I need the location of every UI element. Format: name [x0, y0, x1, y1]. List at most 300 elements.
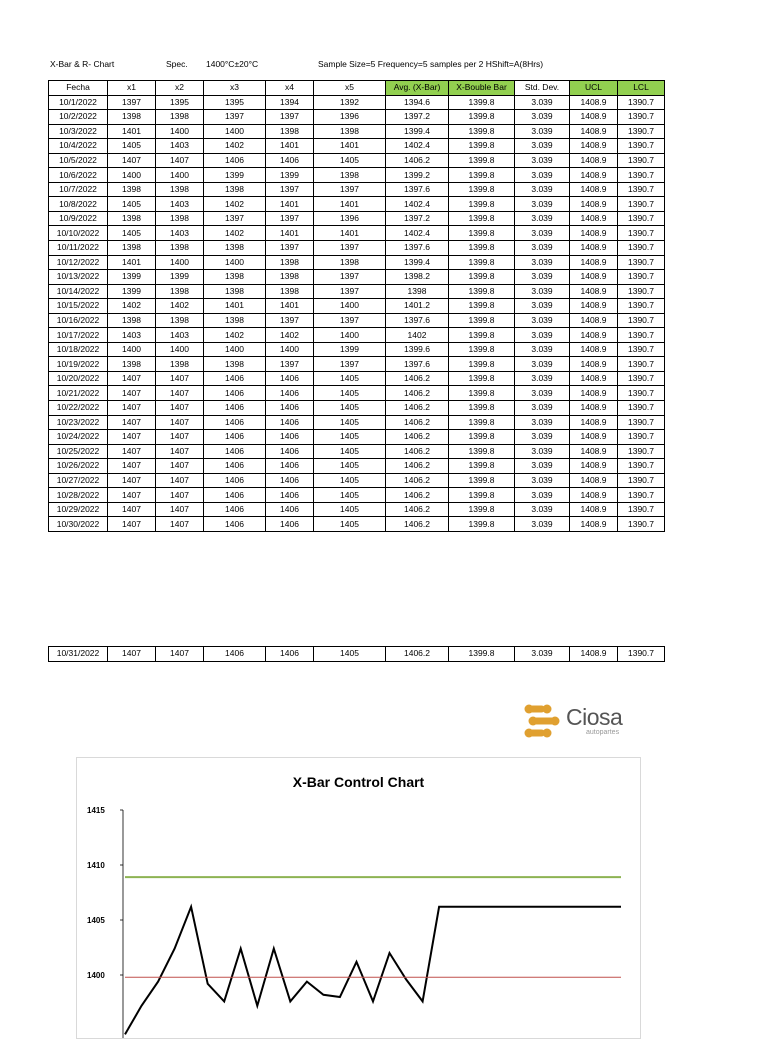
- table-cell: 1405: [314, 386, 386, 401]
- table-cell: 1402.4: [386, 226, 449, 241]
- table-cell: 1402: [204, 139, 266, 154]
- table-cell: 1408.9: [570, 647, 618, 662]
- table-cell: 1406: [266, 473, 314, 488]
- table-cell: 1399.8: [449, 328, 515, 343]
- table-cell: 3.039: [515, 401, 570, 416]
- table-cell: 1394.6: [386, 95, 449, 110]
- table-cell: 1406: [204, 153, 266, 168]
- table-cell: 1406: [266, 647, 314, 662]
- table-cell: 1399.8: [449, 647, 515, 662]
- table-cell: 1399.8: [449, 241, 515, 256]
- table-cell: 1399: [108, 270, 156, 285]
- table-cell: 1407: [156, 488, 204, 503]
- table-cell: 10/5/2022: [49, 153, 108, 168]
- table-cell: 1408.9: [570, 197, 618, 212]
- table-cell: 10/19/2022: [49, 357, 108, 372]
- table-cell: 1408.9: [570, 299, 618, 314]
- table-cell: 1402: [204, 328, 266, 343]
- table-cell: 1405: [314, 153, 386, 168]
- table-cell: 1399.8: [449, 401, 515, 416]
- table-cell: 10/29/2022: [49, 502, 108, 517]
- table-row: [49, 139, 665, 154]
- table-cell: 1407: [108, 647, 156, 662]
- table-cell: 1399.8: [449, 415, 515, 430]
- table-cell: 1408.9: [570, 168, 618, 183]
- table-cell: 1408.9: [570, 430, 618, 445]
- table-cell: 3.039: [515, 255, 570, 270]
- table-cell: 1399: [266, 168, 314, 183]
- header-row: [49, 81, 665, 96]
- table-cell: 1406: [204, 517, 266, 532]
- table-cell: 1399.8: [449, 517, 515, 532]
- table-cell: 1397: [314, 241, 386, 256]
- table-cell: 3.039: [515, 415, 570, 430]
- sheet-title: X-Bar & R- Chart: [50, 59, 115, 69]
- table-row: [49, 182, 665, 197]
- table-cell: 1400: [156, 168, 204, 183]
- table-cell: 1406: [204, 473, 266, 488]
- table-cell: 3.039: [515, 211, 570, 226]
- table-cell: 1406: [204, 459, 266, 474]
- table-cell: 1398: [156, 357, 204, 372]
- table-cell: 1394: [266, 95, 314, 110]
- table-cell: 1406.2: [386, 430, 449, 445]
- table-cell: 1390.7: [618, 342, 665, 357]
- table-cell: 1408.9: [570, 241, 618, 256]
- table-cell: 1396: [314, 110, 386, 125]
- table-cell: 1402.4: [386, 139, 449, 154]
- table-cell: 1406: [204, 415, 266, 430]
- table-cell: 1399: [108, 284, 156, 299]
- table-row: [49, 473, 665, 488]
- table-cell: 1399.8: [449, 357, 515, 372]
- table-cell: 1397.6: [386, 241, 449, 256]
- table-cell: 1401: [314, 139, 386, 154]
- table-cell: 3.039: [515, 488, 570, 503]
- table-cell: 1398: [204, 182, 266, 197]
- table-cell: 1399.8: [449, 444, 515, 459]
- table-cell: 1408.9: [570, 401, 618, 416]
- table-cell: 1406.2: [386, 386, 449, 401]
- table-cell: 1400: [156, 342, 204, 357]
- table-cell: 1390.7: [618, 386, 665, 401]
- table-cell: 1405: [314, 517, 386, 532]
- table-cell: 1407: [108, 473, 156, 488]
- table-cell: 3.039: [515, 371, 570, 386]
- table-cell: 1400: [314, 299, 386, 314]
- column-header: Fecha: [49, 81, 108, 96]
- table-cell: 1398: [266, 255, 314, 270]
- table-cell: 1397.6: [386, 313, 449, 328]
- table-cell: 1407: [108, 488, 156, 503]
- table-cell: 1398: [108, 241, 156, 256]
- table-row: [49, 95, 665, 110]
- table-cell: 1399.2: [386, 168, 449, 183]
- table-cell: 1390.7: [618, 110, 665, 125]
- table-cell: 1398: [314, 124, 386, 139]
- table-cell: 1406.2: [386, 444, 449, 459]
- table-cell: 1399.8: [449, 342, 515, 357]
- table-cell: 1397: [314, 284, 386, 299]
- table-cell: 1399.8: [449, 430, 515, 445]
- table-cell: 1400: [204, 342, 266, 357]
- table-cell: 1397: [204, 211, 266, 226]
- table-cell: 1396: [314, 211, 386, 226]
- table-cell: 3.039: [515, 299, 570, 314]
- column-header: x4: [266, 81, 314, 96]
- table-cell: 3.039: [515, 241, 570, 256]
- table-cell: 1390.7: [618, 371, 665, 386]
- table-cell: 1406: [204, 371, 266, 386]
- chart-title: X-Bar Control Chart: [292, 774, 425, 790]
- table-row: [49, 255, 665, 270]
- table-cell: 1407: [156, 444, 204, 459]
- table-cell: 1390.7: [618, 95, 665, 110]
- table-row: [49, 110, 665, 125]
- table-cell: 1402: [386, 328, 449, 343]
- table-cell: 10/23/2022: [49, 415, 108, 430]
- table-cell: 1390.7: [618, 211, 665, 226]
- table-cell: 1408.9: [570, 488, 618, 503]
- table-cell: 1408.9: [570, 284, 618, 299]
- chart-plot: [77, 758, 640, 1038]
- table-cell: 1408.9: [570, 459, 618, 474]
- table-cell: 1400: [314, 328, 386, 343]
- table-cell: 1406: [266, 444, 314, 459]
- table-cell: 1398: [108, 211, 156, 226]
- table-cell: 1408.9: [570, 182, 618, 197]
- table-cell: 1408.9: [570, 328, 618, 343]
- table-cell: 3.039: [515, 153, 570, 168]
- table-cell: 1403: [156, 328, 204, 343]
- table-cell: 1402: [156, 299, 204, 314]
- table-cell: 1403: [156, 226, 204, 241]
- table-cell: 10/9/2022: [49, 211, 108, 226]
- table-cell: 1402: [108, 299, 156, 314]
- table-cell: 1390.7: [618, 168, 665, 183]
- table-cell: 3.039: [515, 357, 570, 372]
- table-cell: 1398: [108, 357, 156, 372]
- table-cell: 3.039: [515, 502, 570, 517]
- table-cell: 1399: [314, 342, 386, 357]
- logo-subtitle: autopartes: [586, 729, 620, 736]
- table-cell: 1402: [266, 328, 314, 343]
- table-cell: 3.039: [515, 226, 570, 241]
- table-cell: 1400: [156, 124, 204, 139]
- table-cell: 1398: [204, 284, 266, 299]
- table-cell: 1400: [266, 342, 314, 357]
- table-cell: 10/15/2022: [49, 299, 108, 314]
- table-cell: 1405: [314, 430, 386, 445]
- table-cell: 1407: [156, 386, 204, 401]
- table-row: [49, 401, 665, 416]
- table-cell: 1408.9: [570, 255, 618, 270]
- logo-name: Ciosa: [566, 704, 623, 730]
- table-cell: 10/12/2022: [49, 255, 108, 270]
- table-cell: 1398: [386, 284, 449, 299]
- table-cell: 1401: [266, 299, 314, 314]
- table-cell: 1407: [108, 517, 156, 532]
- table-cell: 1407: [156, 517, 204, 532]
- table-cell: 10/26/2022: [49, 459, 108, 474]
- table-cell: 1390.7: [618, 153, 665, 168]
- table-cell: 1406.2: [386, 488, 449, 503]
- table-cell: 1397: [266, 110, 314, 125]
- column-header: UCL: [570, 81, 618, 96]
- table-cell: 1407: [108, 430, 156, 445]
- table-cell: 1398: [314, 255, 386, 270]
- table-cell: 1398: [156, 211, 204, 226]
- table-cell: 1408.9: [570, 139, 618, 154]
- table-cell: 1390.7: [618, 139, 665, 154]
- table-cell: 1406.2: [386, 371, 449, 386]
- table-cell: 1397.2: [386, 110, 449, 125]
- table-cell: 1398: [156, 313, 204, 328]
- table-row: [49, 502, 665, 517]
- y-tick-label: 1415: [87, 806, 105, 815]
- table-cell: 10/20/2022: [49, 371, 108, 386]
- table-cell: 1405: [314, 401, 386, 416]
- table-row: [49, 386, 665, 401]
- table-cell: 3.039: [515, 95, 570, 110]
- table-cell: 1390.7: [618, 473, 665, 488]
- table-cell: 1395: [204, 95, 266, 110]
- table-row: [49, 197, 665, 212]
- table-cell: 1406.2: [386, 153, 449, 168]
- table-cell: 1390.7: [618, 517, 665, 532]
- table-cell: 10/25/2022: [49, 444, 108, 459]
- table-cell: 3.039: [515, 197, 570, 212]
- table-cell: 10/14/2022: [49, 284, 108, 299]
- table-cell: 1390.7: [618, 270, 665, 285]
- table-cell: 1399.8: [449, 284, 515, 299]
- table-cell: 10/17/2022: [49, 328, 108, 343]
- spec-label: Spec.: [166, 59, 188, 69]
- table-cell: 1400: [204, 124, 266, 139]
- table-cell: 1397.6: [386, 182, 449, 197]
- table-cell: 10/24/2022: [49, 430, 108, 445]
- table-cell: 1390.7: [618, 313, 665, 328]
- y-tick-label: 1405: [87, 916, 105, 925]
- table-cell: 1398: [156, 182, 204, 197]
- table-cell: 1401.2: [386, 299, 449, 314]
- table-cell: 1407: [108, 371, 156, 386]
- table-cell: 1403: [156, 139, 204, 154]
- table-cell: 1402: [204, 197, 266, 212]
- table-cell: 10/30/2022: [49, 517, 108, 532]
- table-cell: 1405: [314, 647, 386, 662]
- column-header: Std. Dev.: [515, 81, 570, 96]
- table-cell: 1405: [108, 197, 156, 212]
- table-cell: 1407: [156, 502, 204, 517]
- table-cell: 10/1/2022: [49, 95, 108, 110]
- table-cell: 1399.8: [449, 459, 515, 474]
- table-cell: 1390.7: [618, 647, 665, 662]
- table-cell: 1406: [204, 386, 266, 401]
- table-cell: 1406.2: [386, 647, 449, 662]
- table-row: [49, 415, 665, 430]
- table-cell: 3.039: [515, 182, 570, 197]
- table-cell: 1390.7: [618, 124, 665, 139]
- table-cell: 3.039: [515, 473, 570, 488]
- table-cell: 1390.7: [618, 415, 665, 430]
- table-cell: 3.039: [515, 110, 570, 125]
- table-cell: 1408.9: [570, 153, 618, 168]
- table-cell: 1406: [266, 371, 314, 386]
- table-cell: 1390.7: [618, 430, 665, 445]
- table-cell: 10/27/2022: [49, 473, 108, 488]
- table-cell: 1406.2: [386, 517, 449, 532]
- table-cell: 1407: [108, 386, 156, 401]
- table-cell: 1400: [108, 168, 156, 183]
- table-cell: 1405: [314, 415, 386, 430]
- table-cell: 1407: [108, 502, 156, 517]
- table-cell: 1406: [204, 444, 266, 459]
- table-cell: 3.039: [515, 284, 570, 299]
- table-row: [49, 226, 665, 241]
- table-cell: 1405: [108, 139, 156, 154]
- table-cell: 1407: [156, 430, 204, 445]
- table-cell: 1401: [314, 197, 386, 212]
- table-cell: 1407: [108, 444, 156, 459]
- table-cell: 1399.8: [449, 255, 515, 270]
- table-cell: 1408.9: [570, 444, 618, 459]
- table-cell: 1399.4: [386, 255, 449, 270]
- table-cell: 3.039: [515, 124, 570, 139]
- table-cell: 1406: [266, 459, 314, 474]
- table-cell: 1390.7: [618, 401, 665, 416]
- table-cell: 1405: [314, 371, 386, 386]
- table-cell: 1397: [204, 110, 266, 125]
- table-row: [49, 430, 665, 445]
- table-cell: 1406.2: [386, 502, 449, 517]
- table-cell: 1397.2: [386, 211, 449, 226]
- table-cell: 1399.8: [449, 386, 515, 401]
- table-cell: 1408.9: [570, 371, 618, 386]
- table-cell: 1408.9: [570, 473, 618, 488]
- table-row: [49, 488, 665, 503]
- table-cell: 1398: [204, 270, 266, 285]
- table-cell: 1403: [156, 197, 204, 212]
- table-cell: 10/2/2022: [49, 110, 108, 125]
- table-cell: 1408.9: [570, 211, 618, 226]
- table-cell: 1390.7: [618, 241, 665, 256]
- table-cell: 1399.8: [449, 124, 515, 139]
- table-row: [49, 270, 665, 285]
- table-cell: 1390.7: [618, 182, 665, 197]
- table-cell: 1390.7: [618, 357, 665, 372]
- table-cell: 1407: [156, 415, 204, 430]
- table-cell: 1407: [108, 153, 156, 168]
- table-cell: 10/28/2022: [49, 488, 108, 503]
- table-cell: 1390.7: [618, 444, 665, 459]
- table-row: [49, 444, 665, 459]
- table-cell: 1406: [266, 488, 314, 503]
- table-cell: 10/7/2022: [49, 182, 108, 197]
- table-cell: 1398: [266, 284, 314, 299]
- table-cell: 1407: [156, 371, 204, 386]
- table-cell: 3.039: [515, 313, 570, 328]
- table-cell: 1398: [156, 110, 204, 125]
- table-cell: 1406: [266, 153, 314, 168]
- table-cell: 1401: [266, 226, 314, 241]
- table-cell: 1399.4: [386, 124, 449, 139]
- table-cell: 1407: [156, 647, 204, 662]
- table-cell: 1406: [204, 401, 266, 416]
- y-tick-label: 1410: [87, 861, 105, 870]
- table-cell: 10/11/2022: [49, 241, 108, 256]
- table-cell: 1390.7: [618, 488, 665, 503]
- table-cell: 1400: [156, 255, 204, 270]
- table-cell: 1397: [266, 211, 314, 226]
- table-cell: 10/10/2022: [49, 226, 108, 241]
- table-cell: 1397: [266, 182, 314, 197]
- table-cell: 1398: [108, 313, 156, 328]
- table-cell: 10/21/2022: [49, 386, 108, 401]
- column-header: x3: [204, 81, 266, 96]
- table-row: [49, 371, 665, 386]
- table-cell: 1390.7: [618, 226, 665, 241]
- table-row: [49, 168, 665, 183]
- table-cell: 3.039: [515, 270, 570, 285]
- table-cell: 1392: [314, 95, 386, 110]
- table-cell: 1401: [108, 255, 156, 270]
- table-cell: 1399.8: [449, 270, 515, 285]
- table-cell: 1400: [204, 255, 266, 270]
- table-cell: 1399.8: [449, 371, 515, 386]
- column-header: LCL: [618, 81, 665, 96]
- table-cell: 1406: [204, 502, 266, 517]
- table-cell: 3.039: [515, 430, 570, 445]
- table-cell: 1397: [314, 270, 386, 285]
- table-cell: 3.039: [515, 647, 570, 662]
- table-cell: 1397.6: [386, 357, 449, 372]
- table-row: [49, 313, 665, 328]
- table-cell: 1399.8: [449, 226, 515, 241]
- table-cell: 1399.8: [449, 139, 515, 154]
- table-cell: 1399.8: [449, 473, 515, 488]
- table-cell: 1408.9: [570, 502, 618, 517]
- table-cell: 1406: [266, 386, 314, 401]
- table-cell: 1397: [266, 357, 314, 372]
- table-row: [49, 517, 665, 532]
- table-cell: 1406.2: [386, 415, 449, 430]
- table-cell: 1397: [314, 182, 386, 197]
- table-cell: 1405: [314, 444, 386, 459]
- column-header: x5: [314, 81, 386, 96]
- sample-info: Sample Size=5 Frequency=5 samples per 2 HShift=A(8Hrs): [318, 59, 544, 69]
- table-cell: 1408.9: [570, 313, 618, 328]
- table-cell: 1395: [156, 95, 204, 110]
- table-cell: 1399.8: [449, 488, 515, 503]
- table-cell: 3.039: [515, 328, 570, 343]
- table-cell: 1390.7: [618, 459, 665, 474]
- table-cell: 3.039: [515, 517, 570, 532]
- table-cell: 1407: [156, 459, 204, 474]
- table-cell: 1400: [108, 342, 156, 357]
- table-cell: 1406.2: [386, 459, 449, 474]
- table-cell: 1406: [204, 488, 266, 503]
- table-cell: 1408.9: [570, 270, 618, 285]
- table-cell: 1390.7: [618, 197, 665, 212]
- table-cell: 1401: [266, 197, 314, 212]
- table-cell: 1405: [314, 459, 386, 474]
- table-cell: 3.039: [515, 168, 570, 183]
- table-cell: 1390.7: [618, 328, 665, 343]
- table-cell: 1406: [266, 430, 314, 445]
- table-cell: 1399.6: [386, 342, 449, 357]
- table-cell: 1399.8: [449, 313, 515, 328]
